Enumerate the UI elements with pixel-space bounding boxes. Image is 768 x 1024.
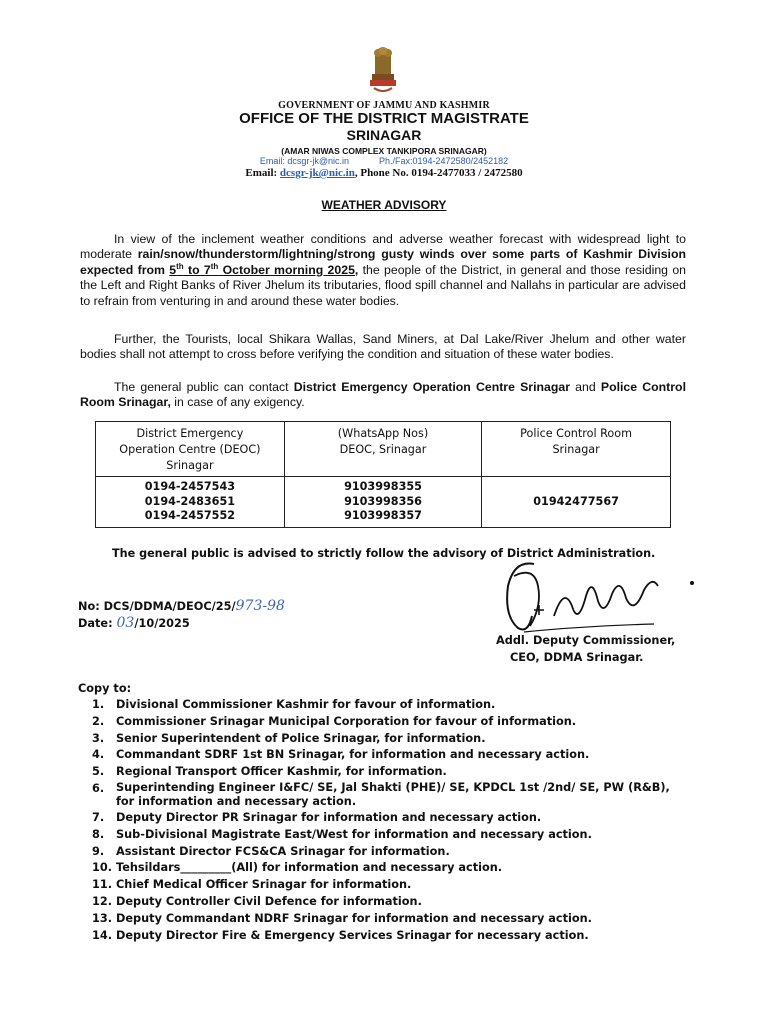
- header-police: Police Control Room Srinagar: [482, 422, 671, 477]
- list-item-number: 1.: [92, 698, 105, 711]
- list-item-number: 3.: [92, 731, 105, 745]
- reference-block: [78, 598, 285, 632]
- list-item-text: Commandant SDRF 1st BN Srinagar, for information and necessary action.: [116, 748, 590, 762]
- advisory-paragraph-1: [80, 232, 686, 309]
- table-row: [96, 477, 671, 528]
- list-item: [92, 714, 692, 731]
- list-item: [92, 731, 692, 748]
- document-title: WEATHER ADVISORY: [321, 198, 447, 212]
- list-item-number: 2.: [92, 714, 105, 728]
- list-item: [92, 697, 692, 714]
- table-header-row: [96, 422, 671, 477]
- list-item-text: Commissioner Srinagar Municipal Corporation for favour of information.: [116, 714, 577, 728]
- list-item-text: Superintending Engineer I&FC/ SE, Jal Shakti (PHE)/ SE, KPDCL 1st /2nd/ SE, PW (R&B), for information and necessary action.: [116, 780, 670, 809]
- list-item-number: 9.: [92, 844, 105, 858]
- header-whatsapp: (WhatsApp Nos) DEOC, Srinagar: [284, 422, 481, 477]
- list-item: [92, 764, 692, 781]
- phone-number[interactable]: 0194-2483651: [144, 494, 236, 508]
- list-item-number: 4.: [92, 748, 105, 762]
- list-item-text: Assistant Director FCS&CA Srinagar for information.: [116, 844, 450, 858]
- whatsapp-numbers-cell: [284, 477, 481, 528]
- list-item-number: 12.: [92, 894, 113, 908]
- list-item-number: 11.: [92, 878, 113, 892]
- list-item-number: 10.: [92, 861, 113, 875]
- list-item-text: Chief Medical Officer Srinagar for information.: [116, 878, 412, 892]
- list-item-text: Deputy Commandant NDRF Srinagar for information and necessary action.: [116, 911, 592, 925]
- list-item: [92, 810, 692, 827]
- signatory-role: CEO, DDMA Srinagar.: [510, 651, 644, 664]
- whatsapp-number[interactable]: 9103998357: [344, 509, 422, 522]
- government-heading: GOVERNMENT OF JAMMU AND KASHMIR: [278, 100, 490, 111]
- list-item: [92, 827, 692, 844]
- list-item-number: 6.: [92, 781, 105, 795]
- list-item-number: 8.: [92, 827, 105, 841]
- office-heading: OFFICE OF THE DISTRICT MAGISTRATE: [239, 110, 529, 127]
- list-item-number: 5.: [92, 765, 105, 779]
- police-phone-number[interactable]: 01942477567: [533, 494, 619, 508]
- reference-number: No: DCS/DDMA/DEOC/25/973-98: [78, 598, 285, 614]
- handwritten-number: 973-98: [235, 598, 285, 614]
- contacts-table: [95, 421, 671, 528]
- advisory-paragraph-2: [80, 332, 686, 363]
- list-item-text: Deputy Director Fire & Emergency Services Srinagar for necessary action.: [116, 928, 589, 942]
- p1-date-range: 5th to 7th October morning 2025,: [169, 261, 359, 277]
- list-item-text: Deputy Controller Civil Defence for information.: [116, 894, 422, 908]
- p1-text-bold: rain/snow/thunderstorm/lightning/strong gusty winds over some parts of Kashmir Division expected from: [80, 247, 686, 277]
- phone-number[interactable]: 0194-2457552: [144, 509, 236, 522]
- list-item-number: 13.: [92, 911, 113, 925]
- list-item-text: Divisional Commissioner Kashmir for favour of information.: [116, 698, 496, 711]
- list-item: [92, 844, 692, 861]
- signatory-designation: Addl. Deputy Commissioner,: [496, 634, 676, 647]
- list-item-number: 7.: [92, 810, 105, 824]
- header-deoc: District Emergency Operation Centre (DEOC) Srinagar: [96, 422, 285, 477]
- contact-line-2: [0, 167, 768, 179]
- list-item: [92, 781, 692, 810]
- deoc-name: District Emergency Operation Centre Srinagar: [293, 380, 570, 394]
- p2-text: Further, the Tourists, local Shikara Wallas, Sand Miners, at Dal Lake/River Jhelum and other water bodies shall not attempt to cross before verifying the condition and situation of these water bodies.: [80, 332, 686, 362]
- list-item: [92, 911, 692, 928]
- handwritten-day: 03: [116, 615, 135, 631]
- city-heading: SRINAGAR: [346, 127, 422, 143]
- list-item-text: Tehsildars_________(All) for information and necessary action.: [116, 861, 503, 875]
- state-emblem-icon: [360, 44, 406, 98]
- list-item: [92, 860, 692, 877]
- address-line: (AMAR NIWAS COMPLEX TANKIPORA SRINAGAR): [281, 146, 487, 156]
- contact-line-1: [0, 156, 768, 166]
- contact-phone: , Phone No. 0194-2477033 / 2472580: [354, 167, 523, 179]
- contact-phone-fax: Ph./Fax:0194-2472580/2452182: [379, 156, 509, 166]
- list-item-text: Regional Transport Officer Kashmir, for information.: [116, 765, 447, 779]
- list-item-text: Deputy Director PR Srinagar for information and necessary action.: [116, 810, 542, 824]
- deoc-numbers-cell: [96, 477, 285, 528]
- contact-email-1[interactable]: Email: dcsgr-jk@nic.in: [259, 156, 350, 166]
- p1-text-d: the people of the District, in general and those residing on the Left and Right Banks of River Jhelum its tributaries, flood spill channel and Nallahs in particular are advised to refrain from venturing in and around these water bodies.: [80, 262, 686, 308]
- whatsapp-number[interactable]: 9103998356: [344, 494, 422, 508]
- list-item-text: Sub-Divisional Magistrate East/West for information and necessary action.: [116, 827, 592, 841]
- copy-to-list: [92, 697, 692, 944]
- advisory-note: The general public is advised to strictly follow the advisory of District Administration.: [112, 547, 656, 560]
- police-number-cell: [482, 477, 671, 528]
- list-item-text: Senior Superintendent of Police Srinagar, for information.: [116, 731, 486, 745]
- reference-date: Date: 03/10/2025: [78, 615, 190, 631]
- list-item: [92, 894, 692, 911]
- copy-to-label: Copy to:: [78, 682, 132, 695]
- contact-email-label: Email:: [245, 167, 280, 179]
- list-item-number: 14.: [92, 928, 113, 942]
- police-room-name: Police Control Room Srinagar,: [80, 380, 686, 410]
- list-item: [92, 747, 692, 764]
- signatory-block: [496, 632, 675, 666]
- phone-number[interactable]: 0194-2457543: [144, 480, 236, 493]
- list-item: [92, 877, 692, 894]
- advisory-paragraph-3: The general public can contact District Emergency Operation Centre Srinagar and Police Control Room Srinagar, in case of any exigency.: [80, 380, 686, 410]
- ink-dot: [690, 581, 694, 585]
- p1-text-a: In view of the inclement weather conditions and adverse weather forecast with widespread light to moderate: [80, 232, 686, 262]
- whatsapp-number[interactable]: 9103998355: [344, 480, 422, 493]
- signature-mark: [494, 546, 669, 642]
- contact-email-link[interactable]: dcsgr-jk@nic.in: [279, 167, 355, 179]
- list-item: [92, 928, 692, 945]
